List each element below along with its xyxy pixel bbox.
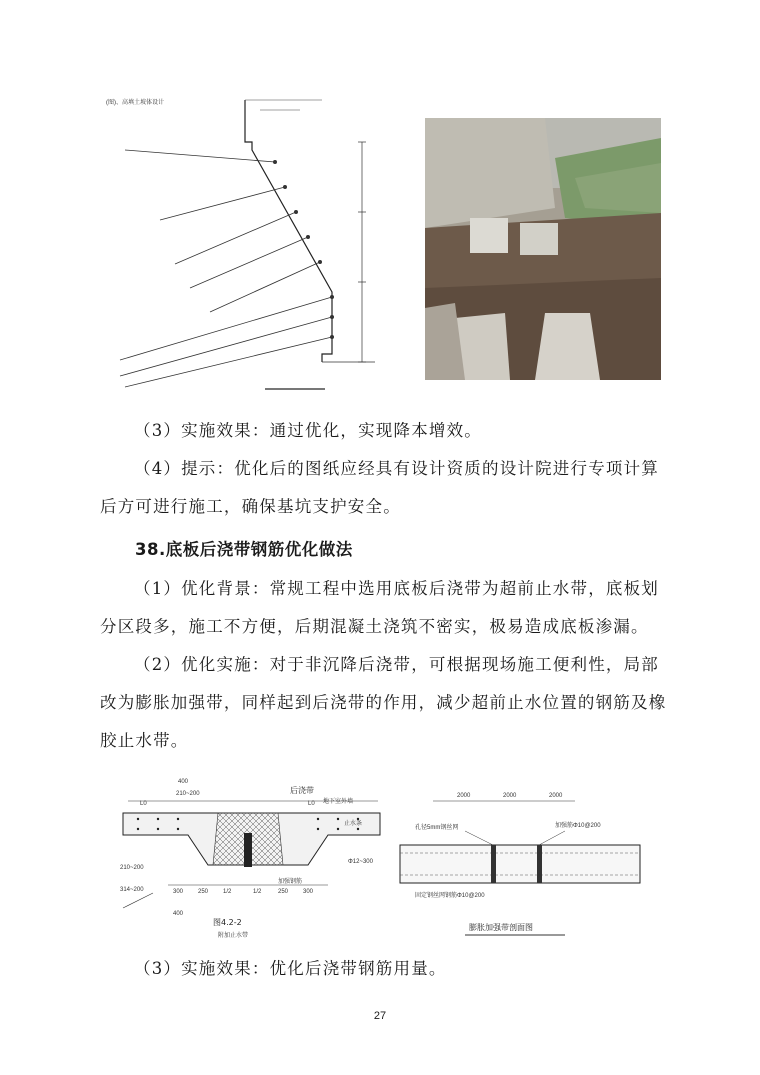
post-cast-belt-drawing (118, 773, 390, 945)
expansion-belt-drawing (395, 785, 645, 943)
label-reinforcement: 加强钢筋 (278, 879, 303, 885)
drawing-label: (图)、高填土坡体设计 (106, 100, 164, 106)
subcaption-left: 附加止水带 (218, 933, 249, 939)
belt-right-svg (395, 785, 645, 943)
dim-left-314: 314~200 (120, 887, 144, 893)
slope-drawing-svg (100, 92, 390, 392)
dim-bottom-250b: 250 (278, 889, 289, 895)
paragraph-tip-line1: （4）提示：优化后的图纸应经具有设计资质的设计院进行专项计算 (134, 459, 659, 478)
section-heading: 38.底板后浇带钢筋优化做法 (135, 540, 353, 559)
site-photo-svg (425, 118, 661, 380)
slope-support-drawing (100, 92, 390, 392)
dim-top-400: 400 (178, 779, 189, 785)
belt-left-svg (118, 773, 390, 945)
dim-left-210: 210~200 (120, 865, 144, 871)
dim-bottom-300a: 300 (173, 889, 184, 895)
paragraph-tip-line2: 后方可进行施工，确保基坑支护安全。 (100, 497, 401, 516)
dim-2000-a: 2000 (457, 793, 471, 799)
page-number: 27 (373, 1010, 387, 1022)
caption-left: 图4.2-2 (213, 918, 242, 927)
text-block-1 (100, 412, 672, 526)
paragraph-implementation-line3: 胶止水带。 (100, 731, 189, 750)
label-reinforcing-bar: 加强筋Φ10@200 (555, 823, 601, 829)
dim-2000-c: 2000 (549, 793, 563, 799)
site-photo (425, 118, 661, 380)
label-fixing-bar: 固定钢丝网钢筋Φ10@200 (415, 893, 485, 899)
dim-bottom-300b: 300 (303, 889, 314, 895)
dim-left-400: 400 (173, 911, 184, 917)
paragraph-effect-1: （3）实施效果：通过优化，实现降本增效。 (134, 421, 482, 440)
dim-top-210: 210~200 (176, 791, 200, 797)
dim-bottom-250a: 250 (198, 889, 209, 895)
paragraph-implementation-line1: （2）优化实施：对于非沉降后浇带，可根据现场施工便利性，局部 (134, 655, 659, 674)
paragraph-background-line2: 分区段多，施工不方便，后期混凝土浇筑不密实，极易造成底板渗漏。 (100, 617, 649, 636)
label-waterstop: 止水条 (344, 821, 363, 827)
right-note: Φ12~300 (348, 859, 373, 865)
paragraph-implementation-line2: 改为膨胀加强带，同样起到后浇带的作用，减少超前止水位置的钢筋及橡 (100, 693, 667, 712)
label-basement-wall: 地下室外墙 (323, 799, 354, 805)
label-post-cast-belt: 后浇带 (290, 786, 314, 795)
dim-top-l0-right: L0 (308, 801, 315, 807)
dim-2000-b: 2000 (503, 793, 517, 799)
paragraph-background-line1: （1）优化背景：常规工程中选用底板后浇带为超前止水带，底板划 (134, 579, 659, 598)
caption-right: 膨胀加强带剖面图 (469, 923, 533, 932)
label-wire-mesh: 孔径5mm钢丝网 (415, 825, 459, 831)
text-block-3 (100, 950, 672, 988)
dim-top-l0-left: L0 (140, 801, 147, 807)
dim-bottom-half-b: 1/2 (253, 889, 262, 895)
paragraph-effect-2: （3）实施效果：优化后浇带钢筋用量。 (134, 959, 447, 978)
dim-bottom-half-a: 1/2 (223, 889, 232, 895)
text-block-2 (100, 570, 672, 760)
